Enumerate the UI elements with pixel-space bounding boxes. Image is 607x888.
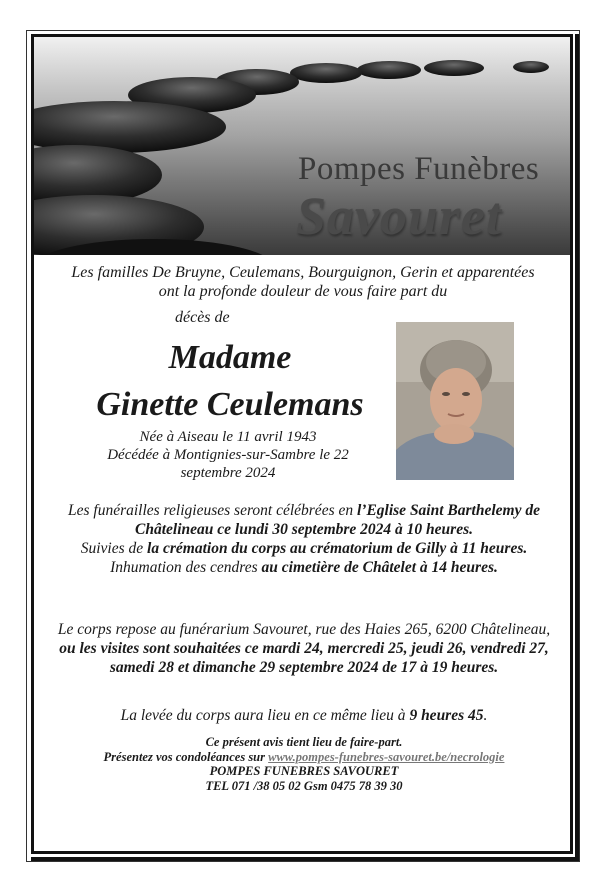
funeral-paragraph: [50, 501, 558, 577]
company-name: POMPES FUNEBRES SAVOURET: [209, 764, 399, 778]
announcement-intro-end: décès de: [175, 309, 230, 326]
footer-info: [40, 735, 568, 793]
visits-text: Le corps repose au funérarium Savouret, rue des Haies 265, 6200 Châtelineau,: [57, 621, 551, 638]
portrait-photo: [396, 322, 514, 480]
funeral-text-3: Inhumation des cendres: [110, 559, 262, 576]
funeral-text-1: Les funérailles religieuses seront célébrées en: [68, 502, 357, 519]
deceased-title: Madame: [168, 339, 292, 376]
levee-paragraph: [50, 706, 558, 725]
funeral-church-info: l’Eglise Saint Barthelemy de Châtelineau ce lundi 30 septembre 2024 à 10 heures.: [135, 502, 540, 538]
levee-time: 9 heures 45: [409, 707, 484, 724]
levee-period: .: [483, 707, 488, 724]
deceased-dates: [78, 428, 378, 482]
condolences-text: Présentez vos condoléances sur: [103, 749, 269, 764]
visits-schedule: ou les visites sont souhaitées ce mardi 24, mercredi 25, jeudi 26, vendredi 27, samedi 28 et dimanche 29 septembre 2024 de 17 à 19 heures.: [59, 640, 549, 676]
burial-info: au cimetière de Châtelet à 14 heures.: [261, 559, 498, 576]
death-info: Décédée à Montignies-sur-Sambre le 22 septembre 2024: [107, 447, 349, 481]
notice-text: Ce présent avis tient lieu de faire-part.: [205, 735, 403, 749]
brand-name-line1: Pompes Funèbres: [298, 151, 540, 187]
levee-text: La levée du corps aura lieu en ce même lieu à: [120, 707, 410, 724]
header-banner: [34, 37, 570, 255]
visits-paragraph: [50, 620, 558, 677]
birth-info: Née à Aiseau le 11 avril 1943: [139, 429, 317, 445]
cremation-info: la crémation du corps au crématorium de Gilly à 11 heures.: [147, 540, 528, 557]
border-shadow-right: [575, 34, 579, 860]
condolences-line: [40, 750, 568, 765]
border-shadow-bottom: [31, 857, 579, 861]
portrait-image: [396, 322, 514, 480]
company-phone: TEL 071 /38 05 02 Gsm 0475 78 39 30: [205, 778, 403, 793]
announcement-intro: Les familles De Bruyne, Ceulemans, Bourguignon, Gerin et apparentées ont la profonde douleur de vous faire part du: [71, 264, 535, 300]
brand-name-line2: Savouret: [296, 186, 503, 246]
funeral-text-2: Suivies de: [80, 540, 148, 557]
deceased-name: Ginette Ceulemans: [96, 386, 364, 423]
necrology-link[interactable]: www.pompes-funebres-savouret.be/necrologie: [268, 749, 505, 764]
